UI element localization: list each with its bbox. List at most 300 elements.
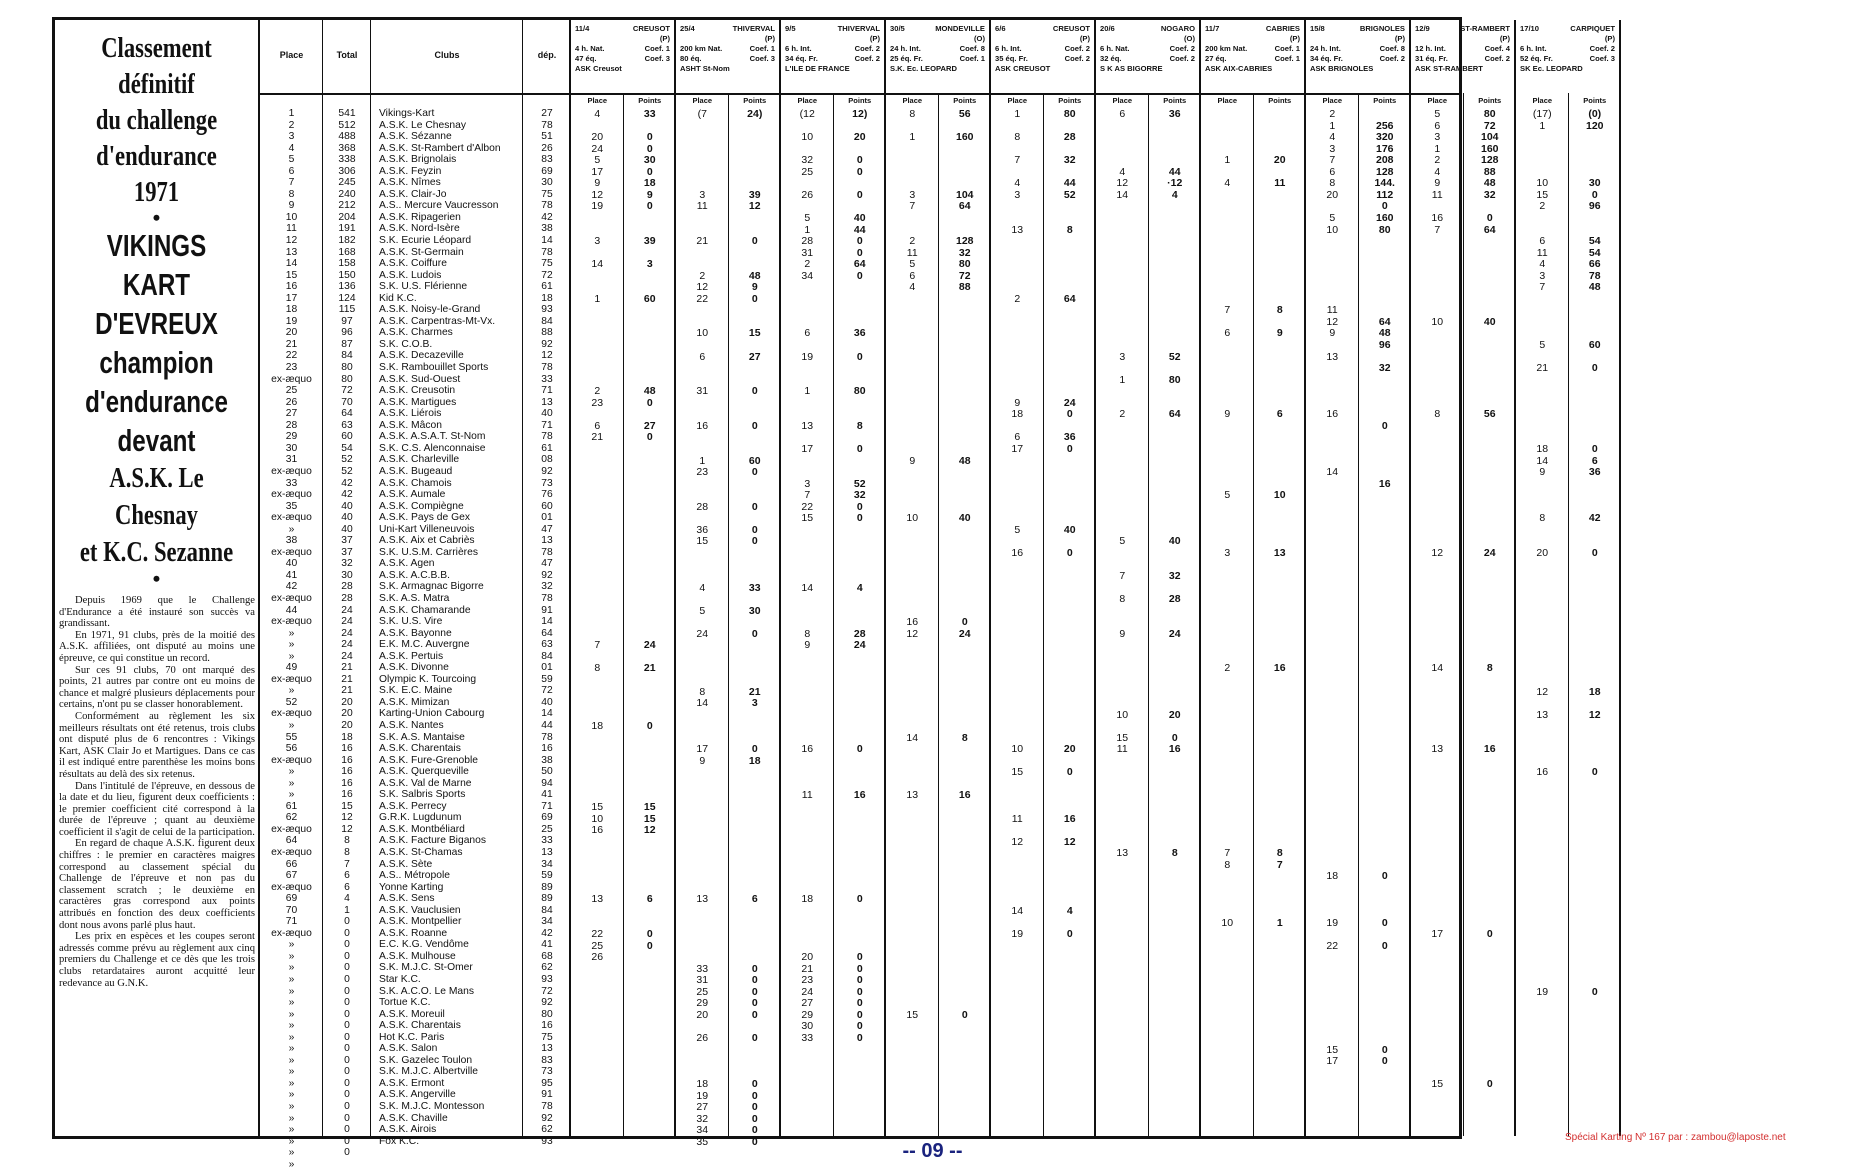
cell-clubs: A.S.K. Chamois xyxy=(379,477,452,489)
race-place-value: 7 xyxy=(1329,154,1336,167)
cell-dep: 12 xyxy=(541,350,553,362)
race-header-row xyxy=(995,34,1090,44)
race-points-value: 40 xyxy=(958,512,971,525)
race-points-value: 104 xyxy=(1480,131,1499,144)
race-coef2: Coef. 2 xyxy=(1484,54,1510,63)
race-coef2: Coef. 1 xyxy=(1274,54,1300,63)
race-place-value: 8 xyxy=(594,662,601,675)
cell-dep: 78 xyxy=(541,431,553,443)
race-points-value: 0 xyxy=(1591,985,1598,998)
race-points-value: 6 xyxy=(751,893,758,906)
cell-dep: 44 xyxy=(541,719,553,731)
race-place-value: 18 xyxy=(696,1078,709,1091)
cell-place: ex-æquo xyxy=(271,373,312,385)
article-body xyxy=(55,587,258,989)
race-place-value: 2 xyxy=(1434,154,1441,167)
race-place-value: 18 xyxy=(591,720,604,733)
cell-total: 80 xyxy=(341,362,353,374)
race-points-value: 160 xyxy=(1480,142,1499,155)
race-points-value: 16 xyxy=(1483,743,1496,756)
race-points-value: 0 xyxy=(751,962,758,975)
cell-clubs: A.S.K. Clair-Jo xyxy=(379,188,447,200)
race-points-value: 80 xyxy=(1168,373,1181,386)
cell-place: 29 xyxy=(285,431,298,443)
race-place-value: 6 xyxy=(1014,431,1021,444)
race-points-value: 0 xyxy=(1171,731,1178,744)
race-header-row xyxy=(995,54,1090,64)
cell-place: 6 xyxy=(288,165,295,177)
race-points-value: 0 xyxy=(751,1089,758,1102)
cell-dep: 64 xyxy=(541,627,553,639)
race-points-value: 32 xyxy=(853,489,866,502)
cell-dep: 33 xyxy=(541,835,553,847)
race-eq: 34 éq. Fr. xyxy=(785,54,818,63)
race-points-value: 33 xyxy=(643,108,656,120)
column-clubs-values xyxy=(379,108,521,1147)
race-place-value: 17 xyxy=(1431,928,1444,941)
race-points-value: 60 xyxy=(643,292,656,305)
cell-clubs: A.S.K. Montbéliard xyxy=(379,823,465,835)
cell-dep: 93 xyxy=(541,974,553,986)
race-place-value: 1 xyxy=(1539,119,1546,132)
cell-clubs: A.S.K. Ermont xyxy=(379,1077,445,1089)
cell-total: 72 xyxy=(341,385,353,397)
race-place-value: 12 xyxy=(696,281,709,294)
cell-clubs: A.S.. Métropole xyxy=(379,870,450,882)
race-points-value: 40 xyxy=(1483,315,1496,328)
cell-total: 30 xyxy=(341,569,353,581)
race-points-value: 0 xyxy=(856,512,863,525)
race-points-value: 15 xyxy=(643,801,656,813)
cell-place: » xyxy=(288,719,295,731)
race-date: 11/7 xyxy=(1205,24,1220,33)
cell-total: 6 xyxy=(344,870,350,882)
race-place-value: 16 xyxy=(1431,211,1444,224)
cell-clubs: S.K. U.S. Vire xyxy=(379,616,443,628)
cell-clubs: Hot K.C. Paris xyxy=(379,1031,445,1043)
race-place-value: 17 xyxy=(1326,1055,1339,1068)
cell-total: 0 xyxy=(344,962,350,974)
race-points-value: 0 xyxy=(751,466,758,479)
race-points-value: 0 xyxy=(1486,1078,1493,1091)
cell-total: 20 xyxy=(341,708,353,720)
race-points-value: 8 xyxy=(1171,847,1178,860)
sub-points-label: Points xyxy=(1163,96,1187,105)
race-place-value: 12 xyxy=(1326,315,1339,328)
cell-total: 16 xyxy=(341,743,353,755)
cell-place: 66 xyxy=(285,858,298,870)
race-place-value: 13 xyxy=(1536,708,1549,721)
race-points-value: 0 xyxy=(856,269,863,282)
race-subheader xyxy=(1096,96,1201,105)
cell-total: 168 xyxy=(338,246,356,258)
race-header-row xyxy=(1205,64,1300,74)
cell-dep: 62 xyxy=(541,1124,553,1136)
race-place-value: 5 xyxy=(1539,339,1546,351)
race-place-value: 13 xyxy=(1116,847,1129,860)
race-place-value: 10 xyxy=(801,131,814,144)
race-points-value: 120 xyxy=(1585,119,1604,132)
cell-place: » xyxy=(288,1043,295,1055)
cell-clubs: A.S.K. Aix et Cabriès xyxy=(379,535,475,547)
cell-clubs: A.S.K. Roanne xyxy=(379,927,448,939)
cell-place: » xyxy=(288,1089,295,1101)
race-points-value: 64 xyxy=(1483,223,1496,236)
cell-place: 67 xyxy=(285,870,298,882)
race-place-value: 9 xyxy=(804,639,811,652)
race-place-value: 1 xyxy=(909,131,916,144)
race-points-value: 0 xyxy=(751,535,758,548)
race-place-value: 11 xyxy=(801,789,813,802)
cell-dep: 83 xyxy=(541,154,553,166)
race-place-value: 16 xyxy=(1011,546,1024,559)
race-loc: CABRIES xyxy=(1265,24,1300,33)
cell-clubs: A.S.K. Querqueville xyxy=(379,766,469,778)
race-points-value: 96 xyxy=(1378,339,1391,351)
sub-points-label: Points xyxy=(1268,96,1292,105)
cell-place: ex-æquo xyxy=(271,673,312,685)
cell-place: ex-æquo xyxy=(271,512,312,524)
cell-place: » xyxy=(288,685,295,697)
race-place-value: 1 xyxy=(1329,119,1336,132)
race-coef1: Coef. 2 xyxy=(1589,44,1615,53)
race-place-value: 14 xyxy=(1011,904,1024,917)
race-header-row xyxy=(1310,64,1405,74)
race-place-value: 9 xyxy=(1014,396,1021,409)
race-points-value: 78 xyxy=(1588,269,1601,282)
cell-total: 15 xyxy=(341,800,353,812)
race-place-value: 16 xyxy=(1326,408,1339,421)
race-place-value: 3 xyxy=(1119,350,1126,363)
cell-dep: 50 xyxy=(541,766,553,778)
article-paragraph: Les prix en espèces et les coupes seront adressés comme prévu au règlement aux cinq premiers du Challenge et ce dès que les trois clubs retardataires auront acquitté leur redevance au G.N.K. xyxy=(59,931,255,989)
race-points-value: 16 xyxy=(1063,812,1076,825)
race-points-value: 12 xyxy=(1063,835,1076,848)
race-kind: 6 h. Int. xyxy=(995,44,1022,53)
race-points-value: 64 xyxy=(958,200,971,213)
cell-dep: 88 xyxy=(541,327,553,339)
cell-dep: 80 xyxy=(541,1008,553,1020)
race-cat: (P) xyxy=(1604,34,1615,43)
cell-clubs: A.S.K. Ludois xyxy=(379,269,442,281)
cell-clubs: A.S.K. Bayonne xyxy=(379,627,452,639)
race-eq: 27 éq. xyxy=(1205,54,1227,63)
cell-clubs: A.S.K. Creusotin xyxy=(379,385,456,397)
race-header-row xyxy=(1310,54,1405,64)
cell-dep: 71 xyxy=(541,385,553,397)
race-coef1: Coef. 8 xyxy=(959,44,985,53)
race-points-value: 32 xyxy=(1168,570,1181,582)
race-points-value: 44 xyxy=(1168,165,1181,178)
race-cat: (P) xyxy=(659,34,670,43)
race-points-value: 0 xyxy=(856,974,863,987)
race-org: S K AS BIGORRE xyxy=(1100,64,1163,73)
cell-clubs: S.K. Rambouillet Sports xyxy=(379,362,489,374)
cell-place: 35 xyxy=(285,500,298,512)
race-place-value: 6 xyxy=(1329,165,1336,178)
race-place-value: 35 xyxy=(696,1135,709,1148)
cell-dep: 59 xyxy=(541,673,553,685)
race-place-value: 13 xyxy=(906,789,919,802)
sub-points-label: Points xyxy=(1478,96,1502,105)
race-header xyxy=(785,24,880,74)
race-points-value: 20 xyxy=(1063,743,1076,756)
race-coef1: Coef. 8 xyxy=(1379,44,1405,53)
sub-points-label: Points xyxy=(1373,96,1397,105)
race-points-value: 18 xyxy=(1588,685,1601,698)
race-header-row xyxy=(680,44,775,54)
race-place-value: 12 xyxy=(1536,685,1549,698)
race-points-value: 30 xyxy=(643,154,656,167)
race-place-value: 8 xyxy=(1119,593,1126,606)
runner-line: A.S.K. Le Chesnay xyxy=(109,462,204,531)
race-place-value: 18 xyxy=(1536,442,1549,455)
race-header-row xyxy=(1205,44,1300,54)
cell-clubs: S.K. M.J.C. St-Omer xyxy=(379,962,473,974)
article-paragraph: Sur ces 91 clubs, 70 ont marqué des points, 21 autres par contre ont eu moins de chance et malgré plusieurs déplacements pour certains, n'ont pu se classer honorablement. xyxy=(59,664,255,711)
race-place-value: 3 xyxy=(1329,142,1336,155)
race-points-value: 0 xyxy=(1591,442,1598,455)
race-points-value: 0 xyxy=(856,997,863,1010)
race-header-row xyxy=(1100,24,1195,34)
race-points-value: 208 xyxy=(1375,154,1394,167)
race-points-value: 48 xyxy=(958,454,971,467)
race-place-value: 26 xyxy=(591,951,604,964)
cell-place: 71 xyxy=(285,916,298,928)
race-place-value: 7 xyxy=(1014,154,1021,167)
cell-place: 33 xyxy=(285,477,298,489)
race-place-value: 7 xyxy=(909,200,916,213)
cell-dep: 60 xyxy=(541,500,553,512)
sub-place-label: Place xyxy=(1322,96,1343,105)
race-place-value: 20 xyxy=(1536,546,1549,559)
race-points-value: 42 xyxy=(1588,512,1601,525)
race-points-value: 0 xyxy=(856,500,863,513)
header-dep: dép. xyxy=(537,50,557,60)
race-points-value: 0 xyxy=(751,1101,758,1114)
race-place-value: 5 xyxy=(1434,108,1441,120)
race-points-value: 6 xyxy=(646,893,653,906)
cell-dep: 73 xyxy=(541,1066,553,1078)
cell-place: 30 xyxy=(285,442,298,454)
cell-total: 191 xyxy=(338,223,356,235)
race-points-value: 80 xyxy=(1063,108,1076,120)
race-place-value: 21 xyxy=(696,235,709,248)
race-points-value: 24 xyxy=(1063,396,1076,409)
race-place-value: 15 xyxy=(1431,1078,1444,1091)
column-dep-values xyxy=(523,108,571,1147)
cell-total: 40 xyxy=(341,512,353,524)
race-points-value: 11 xyxy=(1274,177,1286,190)
race-place-value: 10 xyxy=(906,512,919,525)
cell-place: » xyxy=(288,789,295,801)
race-header-row xyxy=(995,24,1090,34)
race-points-value: 12) xyxy=(852,108,868,120)
cell-dep: 83 xyxy=(541,1054,553,1066)
cell-clubs: S.K. E.C. Maine xyxy=(379,685,453,697)
race-points-value: 12 xyxy=(748,200,761,213)
race-points-value: 12 xyxy=(643,824,656,837)
sub-place-label: Place xyxy=(587,96,608,105)
cell-total: 24 xyxy=(341,604,353,616)
race-place-value: 6 xyxy=(804,327,811,340)
race-place-value: 1 xyxy=(1119,373,1126,386)
cell-place: » xyxy=(288,1066,295,1078)
cell-dep: 25 xyxy=(541,823,553,835)
sub-place-label: Place xyxy=(902,96,923,105)
race-place-value: 6 xyxy=(699,350,706,363)
race-place-value: 1 xyxy=(1014,108,1021,120)
race-points-value: 32 xyxy=(1063,154,1076,167)
sub-points-label: Points xyxy=(638,96,662,105)
race-place-value: 15 xyxy=(1326,1043,1339,1056)
race-points-value: 0 xyxy=(1381,1055,1388,1068)
cell-dep: 34 xyxy=(541,916,553,928)
cell-clubs: A.S.K. Chamarande xyxy=(379,604,471,616)
race-points-value: 0 xyxy=(1591,766,1598,779)
race-points-value: 80 xyxy=(1483,108,1496,120)
race-place-value: 16 xyxy=(906,616,919,629)
sub-points-label: Points xyxy=(848,96,872,105)
race-coef1: Coef. 2 xyxy=(1169,44,1195,53)
cell-total: 0 xyxy=(344,997,350,1009)
cell-total: 64 xyxy=(341,408,353,420)
cell-clubs: A.S.K. Nîmes xyxy=(379,177,441,189)
cell-dep: 16 xyxy=(541,1020,553,1032)
cell-place: 61 xyxy=(285,800,298,812)
cell-clubs: A.S.. Mercure Vaucresson xyxy=(379,200,499,212)
cell-dep: 16 xyxy=(541,743,553,755)
race-place-value: 31 xyxy=(696,385,709,398)
cell-clubs: S.K. A.S. Mantaise xyxy=(379,731,465,743)
race-points-value: 28 xyxy=(1063,131,1076,144)
race-place-value: 2 xyxy=(1539,200,1546,213)
race-points-value: 8 xyxy=(1486,662,1493,675)
cell-dep: 42 xyxy=(541,927,553,939)
race-points-value: 64 xyxy=(853,258,866,271)
cell-total: 136 xyxy=(338,281,356,293)
cell-clubs: Uni-Kart Villeneuvois xyxy=(379,523,475,535)
race-points-value: 39 xyxy=(748,188,761,201)
race-place-value: 6 xyxy=(1539,235,1546,248)
race-points-value: 128 xyxy=(1375,165,1394,178)
cell-dep: 91 xyxy=(541,604,553,616)
sub-points-label: Points xyxy=(1583,96,1607,105)
race-kind: 200 km Nat. xyxy=(680,44,723,53)
race-points-value: 0 xyxy=(751,385,758,398)
race-points-value: 52 xyxy=(853,477,866,490)
cell-total: 115 xyxy=(338,304,356,316)
cell-place: 18 xyxy=(285,304,298,316)
cell-total: 245 xyxy=(338,177,356,189)
race-date: 25/4 xyxy=(680,24,695,33)
race-place-value: 6 xyxy=(1224,327,1231,340)
race-points-value: 0 xyxy=(1066,766,1073,779)
race-header-row xyxy=(1100,34,1195,44)
sub-points-label: Points xyxy=(1058,96,1082,105)
cell-total: 338 xyxy=(338,154,356,166)
cell-dep: 78 xyxy=(541,200,553,212)
race-place-value: 11 xyxy=(1326,304,1338,317)
cell-total: 8 xyxy=(344,835,350,847)
race-place-value: 20 xyxy=(696,1008,709,1021)
race-place-value: (7 xyxy=(697,108,707,120)
race-eq: 25 éq. Fr. xyxy=(890,54,923,63)
cell-total: 80 xyxy=(341,373,353,385)
cell-clubs: A.S.K. Carpentras-Mt-Vx. xyxy=(379,315,496,327)
race-points-value: 0 xyxy=(856,154,863,167)
race-header-row xyxy=(1520,64,1615,74)
race-kind: 4 h. Nat. xyxy=(575,44,605,53)
cell-dep: 40 xyxy=(541,696,553,708)
race-points-value: 8 xyxy=(1276,847,1283,860)
race-place-value: 8 xyxy=(1434,408,1441,421)
cell-clubs: Yonne Karting xyxy=(379,881,444,893)
race-header xyxy=(680,24,775,74)
race-place-value: 9 xyxy=(699,754,706,767)
cell-clubs: A.S.K. St-Rambert d'Albon xyxy=(379,142,501,154)
cell-place: 27 xyxy=(285,408,298,420)
race-points-value: 36 xyxy=(1168,108,1181,120)
race-place-value: 7 xyxy=(1119,570,1126,582)
race-points-value: 64 xyxy=(1168,408,1181,421)
cell-dep: 95 xyxy=(541,1077,553,1089)
race-place-value: 9 xyxy=(1539,466,1546,479)
race-place-value: (12 xyxy=(799,108,815,120)
cell-place: 70 xyxy=(285,904,298,916)
race-header-row xyxy=(1520,34,1615,44)
cell-total: 0 xyxy=(344,1135,350,1147)
sub-points-label: Points xyxy=(743,96,767,105)
race-header xyxy=(1100,24,1195,74)
race-date: 12/9 xyxy=(1415,24,1430,33)
race-points-value: 0 xyxy=(1381,200,1388,213)
race-header xyxy=(1205,24,1300,74)
cell-place: 17 xyxy=(285,292,298,304)
race-place-value: 9 xyxy=(1119,627,1126,640)
race-place-value: 7 xyxy=(1434,223,1441,236)
race-place-value: 36 xyxy=(696,523,709,536)
cell-total: 54 xyxy=(341,442,353,454)
cell-dep: 14 xyxy=(541,708,553,720)
race-points-value: 3 xyxy=(646,258,653,271)
race-place-value: 24 xyxy=(696,627,709,640)
race-header-row xyxy=(1100,44,1195,54)
cell-total: 20 xyxy=(341,719,353,731)
race-coef2: Coef. 3 xyxy=(749,54,775,63)
race-org: ASK BRIGNOLES xyxy=(1310,64,1374,73)
race-place-value: 5 xyxy=(1224,489,1231,502)
cell-dep: 51 xyxy=(541,131,553,143)
cell-total: 158 xyxy=(338,258,356,270)
cell-clubs: A.S.K. Divonne xyxy=(379,662,449,674)
cell-clubs: A.S.K. Ripagerien xyxy=(379,211,461,223)
race-header-row xyxy=(680,34,775,44)
race-place-value: 20 xyxy=(591,131,604,144)
race-place-value: 15 xyxy=(1116,731,1129,744)
race-header-row xyxy=(890,54,985,64)
race-header-row xyxy=(1415,64,1510,74)
cell-clubs: S.K. Salbris Sports xyxy=(379,789,466,801)
cell-dep: 93 xyxy=(541,304,553,316)
cell-total: 60 xyxy=(341,431,353,443)
cell-dep: 42 xyxy=(541,211,553,223)
cell-total: 512 xyxy=(338,119,356,131)
race-place-value: 9 xyxy=(1434,177,1441,190)
race-place-value: 28 xyxy=(696,500,709,513)
cell-total: 212 xyxy=(338,200,356,212)
cell-clubs: S.K. A.S. Matra xyxy=(379,592,450,604)
